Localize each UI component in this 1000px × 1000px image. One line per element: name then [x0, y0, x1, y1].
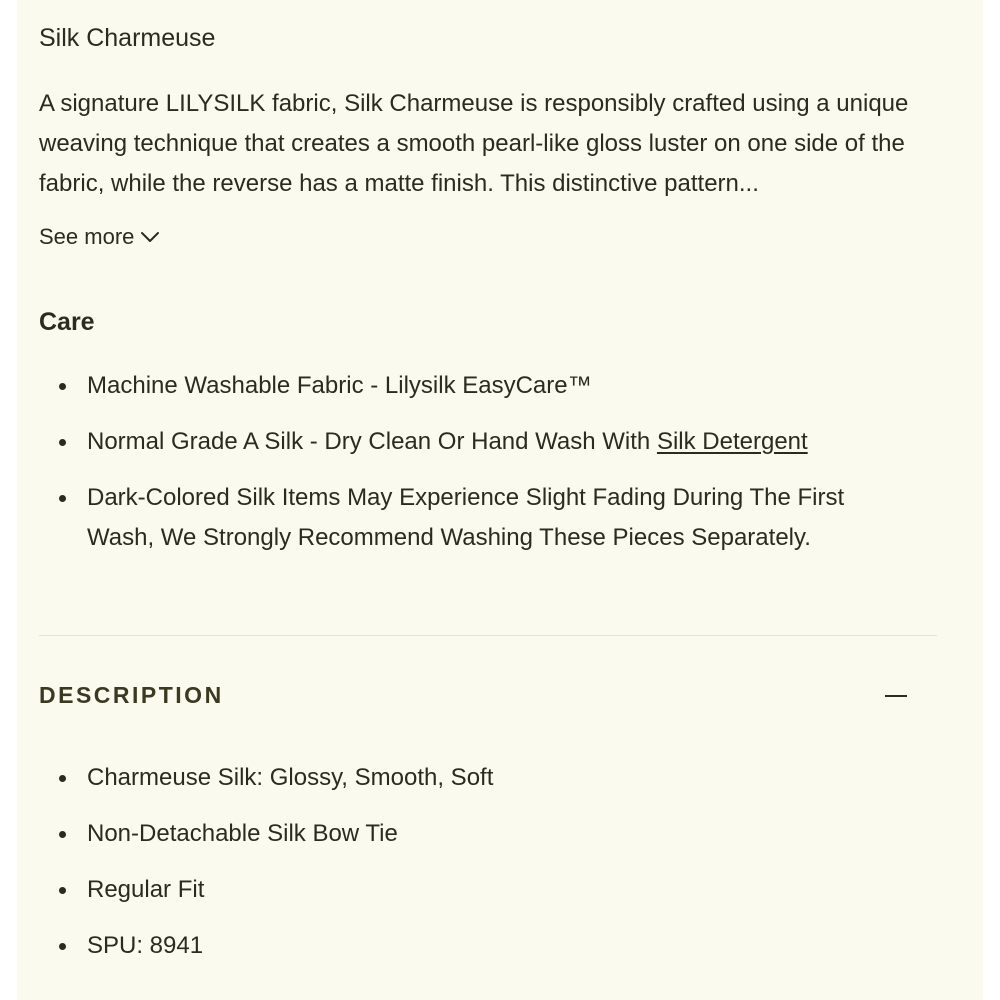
- section-divider: [39, 635, 937, 636]
- bullet-icon: [59, 775, 66, 782]
- fabric-description: A signature LILYSILK fabric, Silk Charmeuse is responsibly crafted using a unique weaving technique that creates a smooth pearl-like gloss luster on one side of the fabric, while the reverse has a matte finish. This distinctive pattern...: [39, 90, 909, 197]
- list-item: [39, 758, 909, 798]
- list-item: [39, 366, 909, 406]
- bullet-icon: [59, 831, 66, 838]
- list-item: [39, 478, 909, 558]
- see-more-button[interactable]: [39, 224, 160, 250]
- description-item-text: Regular Fit: [87, 876, 205, 903]
- description-list: [39, 758, 909, 982]
- list-item: [39, 870, 909, 910]
- chevron-down-icon: [140, 231, 160, 243]
- see-more-label: See more: [39, 224, 135, 249]
- bullet-icon: [59, 439, 66, 446]
- care-item-text: Machine Washable Fabric - Lilysilk EasyCare™: [87, 372, 592, 399]
- description-item-text: SPU: 8941: [87, 932, 204, 959]
- care-item-text: Dark-Colored Silk Items May Experience Slight Fading During The First Wash, We Strongly Recommend Washing These Pieces Separately.: [87, 484, 845, 551]
- bullet-icon: [59, 495, 66, 502]
- list-item: [39, 814, 909, 854]
- description-accordion-header[interactable]: [39, 682, 909, 709]
- silk-detergent-link[interactable]: Silk Detergent: [656, 428, 808, 455]
- care-item-text: Normal Grade A Silk - Dry Clean Or Hand Wash With: [87, 428, 657, 455]
- description-item-text: Non-Detachable Silk Bow Tie: [87, 820, 398, 847]
- bullet-icon: [59, 943, 66, 950]
- list-item: [39, 422, 909, 462]
- minus-icon[interactable]: [885, 695, 907, 697]
- description-item-text: Charmeuse Silk: Glossy, Smooth, Soft: [87, 764, 494, 791]
- bullet-icon: [59, 887, 66, 894]
- description-title: DESCRIPTION: [39, 682, 224, 708]
- care-list: [39, 366, 909, 558]
- product-details-panel: [17, 0, 983, 1000]
- fabric-title: Silk Charmeuse: [39, 24, 216, 52]
- care-title: Care: [39, 308, 95, 336]
- list-item: [39, 926, 909, 966]
- bullet-icon: [59, 383, 66, 390]
